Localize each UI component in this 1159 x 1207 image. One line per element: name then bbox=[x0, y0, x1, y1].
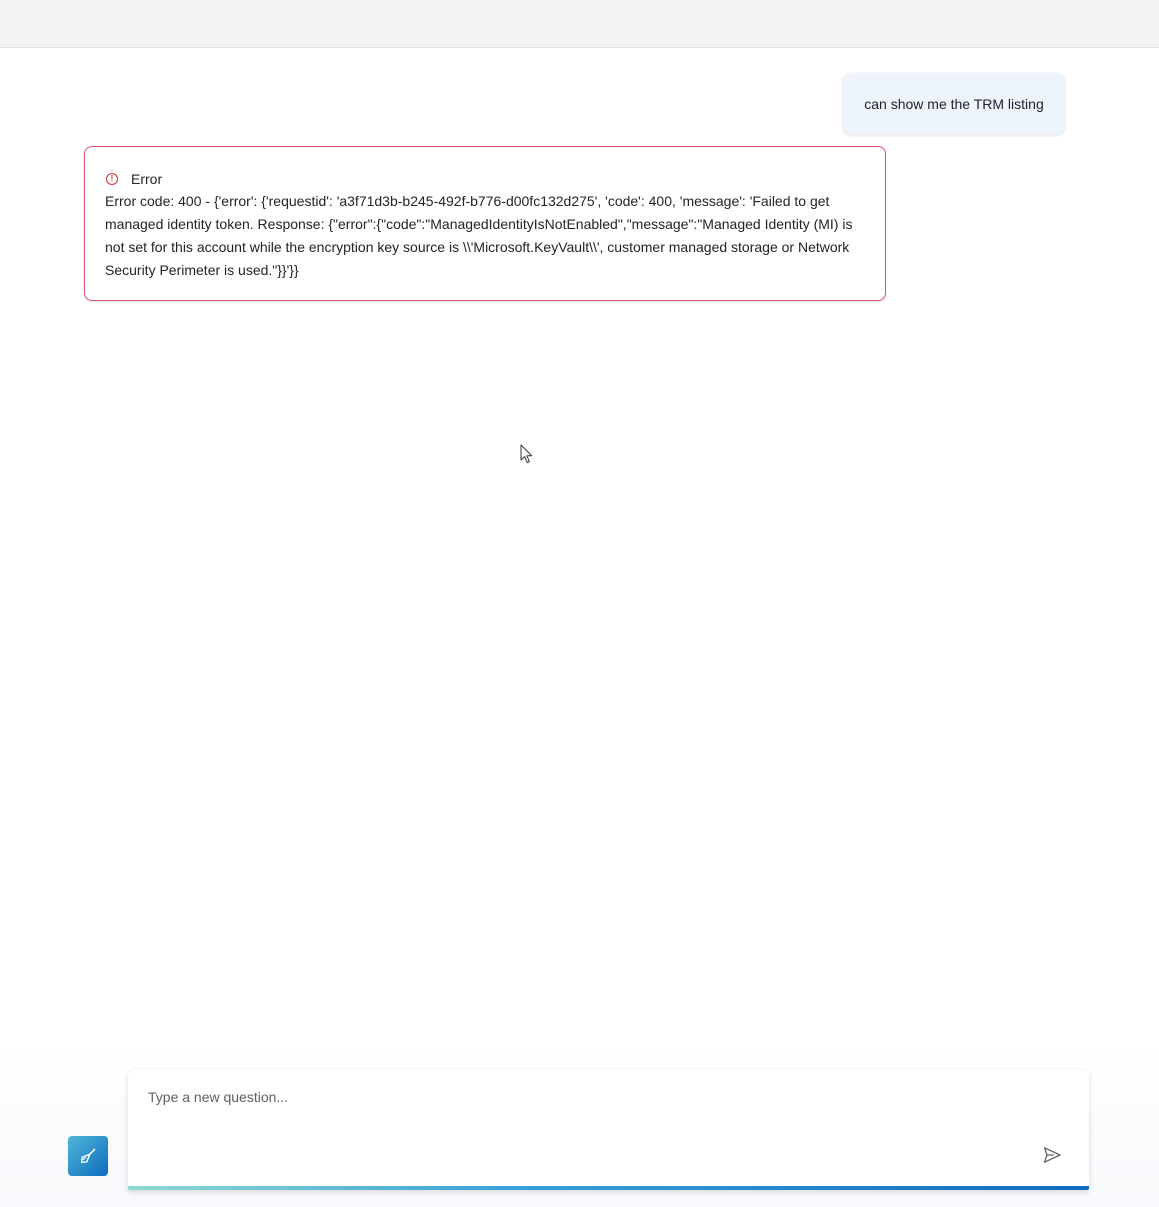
error-message-card bbox=[84, 146, 886, 301]
clear-chat-button[interactable] bbox=[68, 1136, 108, 1176]
mouse-cursor-icon bbox=[520, 444, 534, 464]
error-title: Error bbox=[131, 171, 163, 187]
user-message-bubble bbox=[843, 73, 1065, 134]
send-button[interactable] bbox=[1040, 1143, 1064, 1167]
error-circle-icon: ! bbox=[106, 173, 118, 185]
question-composer bbox=[128, 1070, 1089, 1190]
error-header bbox=[105, 169, 865, 189]
user-message-text: can show me the TRM listing bbox=[864, 95, 1044, 112]
error-message-text: Error code: 400 - {'error': {'requestid': 'a3f71d3b-b245-492f-b776-d00fc132d275', 'code': 400, 'message': 'Failed to get managed identity token. Response: {"error":{"code":"ManagedIdentityIsNotEnabled","message":"Managed Identity (MI) is not set for this account while the encryption key source is \\'Microsoft.KeyVault\\', customer managed storage or Network Security Perimeter is used."}}'}} bbox=[105, 193, 853, 278]
composer-accent-bar bbox=[128, 1186, 1089, 1190]
broom-icon bbox=[79, 1147, 97, 1165]
question-input[interactable] bbox=[148, 1086, 1008, 1108]
send-icon bbox=[1042, 1145, 1062, 1165]
top-bar bbox=[0, 0, 1159, 48]
